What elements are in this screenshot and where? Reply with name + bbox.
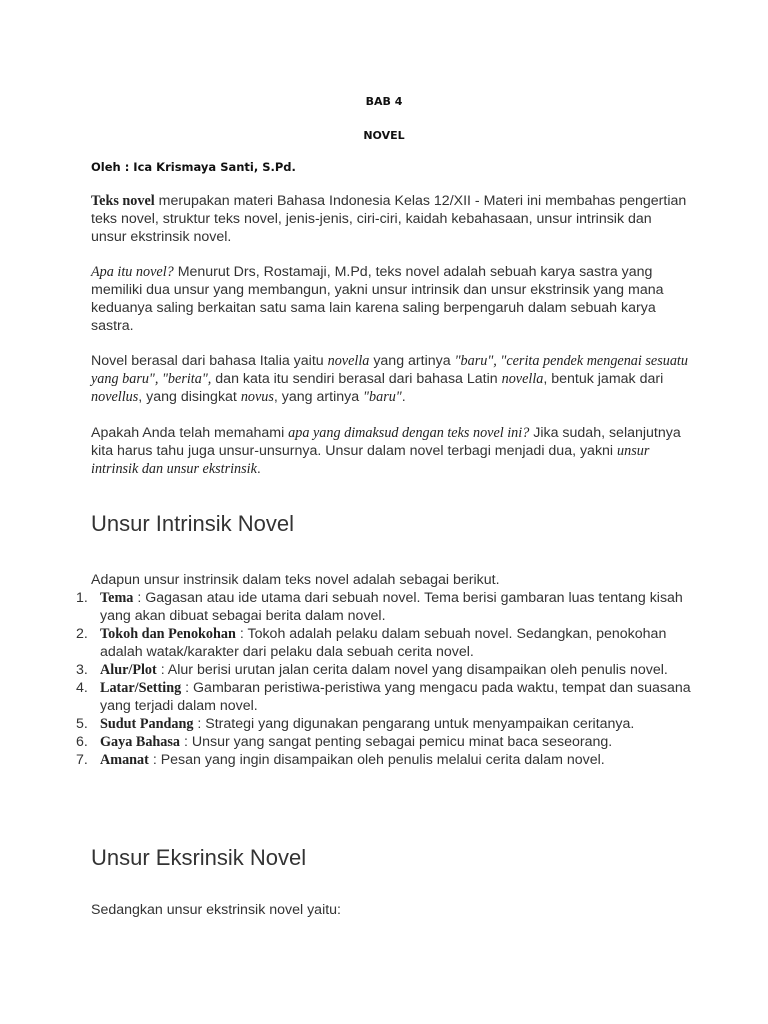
definition-text: Menurut Drs, Rostamaji, M.Pd, teks novel adalah sebuah karya sastra yang memiliki dua unsur yang membangun, yakni unsur intrinsik dan unsur ekstrinsik yang mana keduanya saling berkaitan satu sama lain karena saling berpengaruh dalam sebuah karya sastra. [91,264,664,334]
intrinsic-list [71,589,691,769]
list-text: : Strategi yang digunakan pengarang untuk menyampaikan ceritanya. [193,716,635,732]
origin-text-2: yang artinya [369,353,455,369]
list-term: Latar/Setting [100,680,182,696]
intro-text: merupakan materi Bahasa Indonesia Kelas 12/XII - Materi ini membahas pengertian teks novel, struktur teks novel, jenis-jenis, ciri-ciri, kaidah kebahasaan, unsur intrinsik dan unsur ekstrinsik novel. [91,193,687,245]
intrinsic-lead: Adapun unsur instrinsik dalam teks novel adalah sebagai berikut. [91,572,500,588]
transition-text-3: . [256,461,261,477]
list-item [71,625,691,661]
origin-text-5: , yang disingkat [138,389,241,405]
transition-text-2: Jika sudah, selanjutnya kita harus tahu juga unsur-unsurnya. Unsur dalam novel terbagi menjadi dua, yakni [91,425,681,459]
list-term: Tokoh dan Penokohan [100,626,236,642]
list-item [71,751,691,769]
origin-italic-6: "baru" [363,389,402,405]
extrinsic-lead: Sedangkan unsur ekstrinsik novel yaitu: [91,902,341,918]
list-number: 7. [76,752,88,768]
list-number: 5. [76,716,88,732]
list-text: : Pesan yang ingin disampaikan oleh penulis melalui cerita dalam novel. [148,752,605,768]
list-term: Sudut Pandang [100,716,194,732]
list-term: Gaya Bahasa [100,734,181,750]
list-term: Amanat [100,752,149,768]
transition-paragraph [91,424,691,478]
origin-text-7: . [401,389,406,405]
extrinsic-heading: Unsur Eksrinsik Novel [91,845,307,870]
intro-term: Teks novel [91,193,155,209]
origin-italic-5: novus [240,389,274,405]
list-text: : Unsur yang sangat penting sebagai pemicu minat baca seseorang. [180,734,613,750]
list-text: : Alur berisi urutan jalan cerita dalam novel yang disampaikan oleh penulis novel. [156,662,668,678]
list-term: Alur/Plot [100,662,157,678]
origin-italic-1: novella [327,353,370,369]
definition-question: Apa itu novel? [91,264,174,280]
list-number: 2. [76,626,88,642]
list-text: : Gagasan atau ide utama dari sebuah novel. Tema berisi gambaran luas tentang kisah yang akan dibuat sebagai berita dalam novel. [100,590,683,624]
transition-italic-2: unsur intrinsik dan unsur ekstrinsik [91,443,650,477]
list-item [71,661,691,679]
origin-italic-4: novellus [91,389,139,405]
list-text: : Tokoh adalah pelaku dalam sebuah novel. Sedangkan, penokohan adalah watak/karakter dari pelaku dala sebuah cerita novel. [100,626,667,660]
origin-text-1: Novel berasal dari bahasa Italia yaitu [91,353,328,369]
definition-paragraph [91,263,691,335]
list-number: 1. [76,590,88,606]
list-item [71,715,691,733]
origin-text-3: dan kata itu sendiri berasal dari bahasa Latin [211,371,502,387]
origin-text-6: , yang artinya [273,389,364,405]
list-item [71,679,691,715]
origin-text-4: , bentuk jamak dari [543,371,664,387]
transition-text-1: Apakah Anda telah memahami [91,425,289,441]
intrinsic-heading: Unsur Intrinsik Novel [91,511,294,536]
list-number: 4. [76,680,88,696]
document-title: NOVEL [363,129,405,142]
transition-italic-1: apa yang dimaksud dengan teks novel ini? [288,425,530,441]
list-text: : Gambaran peristiwa-peristiwa yang mengacu pada waktu, tempat dan suasana yang terjadi dalam novel. [100,680,691,714]
origin-italic-3: novella [501,371,544,387]
intro-paragraph [91,192,691,246]
author-line: Oleh : Ica Krismaya Santi, S.Pd. [91,160,296,174]
list-item [71,733,691,751]
list-term: Tema [100,590,134,606]
list-number: 3. [76,662,88,678]
chapter-label: BAB 4 [365,95,403,108]
origin-paragraph [91,352,691,406]
list-item [71,589,691,625]
list-number: 6. [76,734,88,750]
origin-italic-2: "baru", "cerita pendek mengenai sesuatu yang baru", "berita", [91,353,688,387]
